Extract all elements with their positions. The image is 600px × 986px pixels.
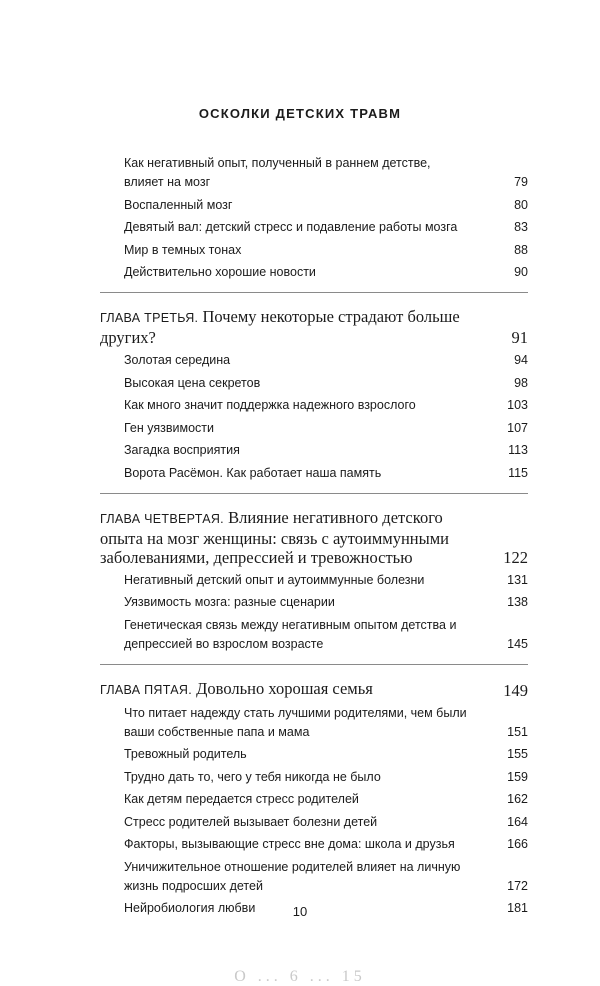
toc-entry-title: Мир в темных тонах xyxy=(124,242,242,257)
table-of-contents xyxy=(0,154,600,922)
chapter-label: ГЛАВА ЧЕТВЕРТАЯ. xyxy=(100,511,224,526)
toc-entry-page: 181 xyxy=(507,901,528,915)
divider xyxy=(100,664,528,665)
toc-entry-page: 131 xyxy=(507,572,528,587)
next-page-bleed-text: О ... 6 ... 15 xyxy=(234,968,366,985)
toc-entry xyxy=(124,616,528,654)
toc-entry xyxy=(124,263,528,282)
chapter-page: 149 xyxy=(503,680,528,700)
toc-entry-title: Как негативный опыт, полученный в раннем детстве, влияет на мозг xyxy=(124,156,431,189)
chapter-label: ГЛАВА ПЯТАЯ. xyxy=(100,682,193,697)
toc-entry-title: Уязвимость мозга: разные сценарии xyxy=(124,595,335,609)
toc-entry-page: 79 xyxy=(514,175,528,189)
toc-entry xyxy=(124,218,528,237)
chapter-title: Довольно хорошая семья xyxy=(196,678,373,698)
toc-entry-title: Генетическая связь между негативным опытом детства и депрессией во взрослом возрасте xyxy=(124,617,457,651)
chapter-page: 122 xyxy=(503,547,528,567)
toc-entry-page: 98 xyxy=(514,375,528,390)
toc-entry-title: Ворота Расёмон. Как работает наша память xyxy=(124,465,382,480)
chapter-title: Почему некоторые страдают больше других? xyxy=(100,307,460,347)
divider xyxy=(100,292,528,293)
toc-entry xyxy=(124,704,528,742)
toc-entry-title: Золотая середина xyxy=(124,353,231,367)
chapter-heading xyxy=(100,508,528,567)
toc-entry xyxy=(124,790,528,809)
toc-entry-page: 113 xyxy=(508,443,528,457)
toc-entry-page: 151 xyxy=(507,724,528,739)
toc-entry-title: Девятый вал: детский стресс и подавление работы мозга xyxy=(124,220,458,234)
divider xyxy=(100,493,528,494)
toc-entry xyxy=(124,196,528,215)
toc-entry-page: 83 xyxy=(514,220,528,234)
toc-entry-page: 90 xyxy=(514,265,528,279)
toc-entry xyxy=(124,813,528,832)
toc-entry xyxy=(124,593,528,612)
toc-entry-title: Как много значит поддержка надежного взрослого xyxy=(124,398,416,412)
toc-entry xyxy=(124,374,528,393)
toc-entry-title: Трудно дать то, чего у тебя никогда не было xyxy=(124,769,381,784)
toc-entry xyxy=(124,419,528,438)
toc-entry xyxy=(124,241,528,260)
toc-entry-page: 107 xyxy=(507,420,528,435)
toc-entry xyxy=(124,441,528,460)
toc-entry xyxy=(124,351,528,370)
toc-entry-page: 88 xyxy=(514,242,528,257)
toc-entry-page: 166 xyxy=(507,837,528,851)
chapter-heading xyxy=(100,307,528,347)
chapter-heading xyxy=(100,679,528,700)
toc-entry xyxy=(124,154,528,192)
toc-entry xyxy=(124,858,528,896)
toc-entry xyxy=(124,396,528,415)
toc-entry-page: 162 xyxy=(507,792,528,806)
toc-entry xyxy=(124,464,528,483)
toc-entry-page: 103 xyxy=(507,398,528,412)
toc-entry-title: Действительно хорошие новости xyxy=(124,265,316,279)
toc-entry-page: 138 xyxy=(507,595,528,609)
toc-entry xyxy=(124,571,528,590)
toc-entry-page: 145 xyxy=(507,636,528,651)
toc-entry-title: Высокая цена секретов xyxy=(124,375,261,390)
toc-entry-title: Негативный детский опыт и аутоиммунные болезни xyxy=(124,572,425,587)
toc-entry-page: 115 xyxy=(508,465,528,480)
toc-entry-page: 164 xyxy=(507,814,528,829)
toc-entry-title: Что питает надежду стать лучшими родителями, чем были ваши собственные папа и мама xyxy=(124,705,467,739)
toc-entry-title: Уничижительное отношение родителей влияет на личную жизнь подросших детей xyxy=(124,859,461,893)
chapter-label: ГЛАВА ТРЕТЬЯ. xyxy=(100,311,199,325)
toc-entry-title: Воспаленный мозг xyxy=(124,197,233,212)
toc-entry-title: Факторы, вызывающие стресс вне дома: школа и друзья xyxy=(124,837,455,851)
toc-entry-page: 159 xyxy=(507,769,528,784)
toc-entry-title: Как детям передается стресс родителей xyxy=(124,792,359,806)
toc-entry-page: 172 xyxy=(507,878,528,893)
toc-entry xyxy=(124,745,528,764)
toc-entry-title: Загадка восприятия xyxy=(124,443,240,457)
chapter-page: 91 xyxy=(511,328,528,347)
toc-entry-page: 94 xyxy=(514,353,528,367)
toc-entry xyxy=(124,835,528,854)
toc-entry-title: Ген уязвимости xyxy=(124,420,214,435)
toc-entry-title: Стресс родителей вызывает болезни детей xyxy=(124,814,378,829)
toc-entry-page: 80 xyxy=(514,197,528,212)
toc-entry xyxy=(124,768,528,787)
running-header: ОСКОЛКИ ДЕТСКИХ ТРАВМ xyxy=(198,106,402,121)
chapter-title: Влияние негативного детского опыта на мозг женщины: связь с аутоиммунными заболеваниями, депрессией и тревожностью xyxy=(100,507,449,567)
toc-entry-title: Нейробиология любви xyxy=(124,901,256,915)
page-number: 10 xyxy=(292,904,308,919)
toc-entry-page: 155 xyxy=(507,747,528,761)
toc-entry-title: Тревожный родитель xyxy=(124,747,247,761)
